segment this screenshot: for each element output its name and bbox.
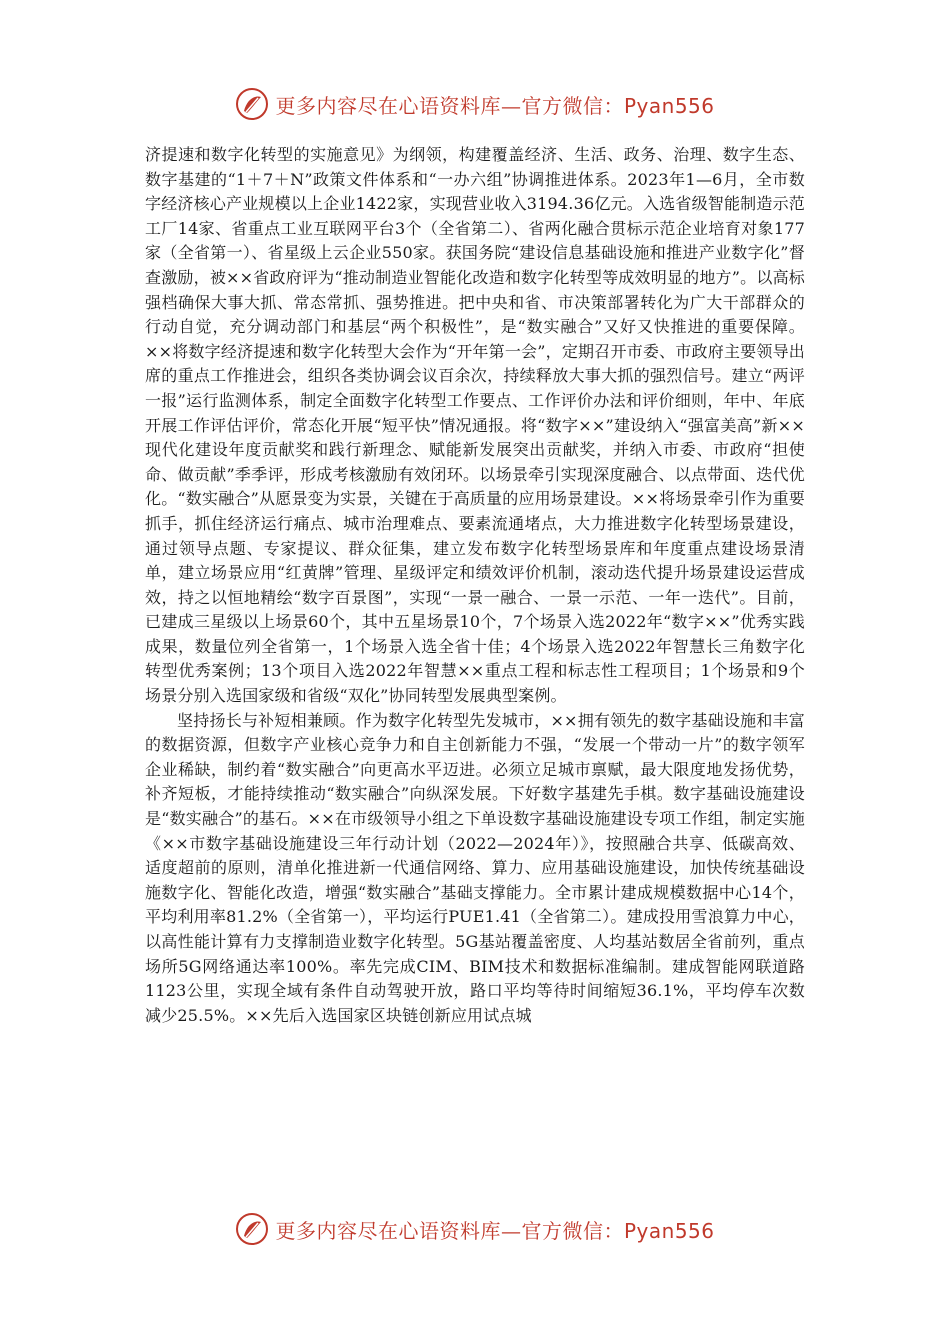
header-banner: [0, 84, 950, 124]
footer-wechat-id: Pyan556: [623, 1218, 715, 1243]
document-body: [145, 143, 805, 1028]
brand-logo-icon: [235, 87, 269, 121]
paragraph-1: 济提速和数字化转型的实施意见》为纲领，构建覆盖经济、生活、政务、治理、数字生态、数字基建的“1＋7＋N”政策文件体系和“一办六组”协调推进体系。2023年1—6月，全市数字经济核心产业规模以上企业1422家，实现营业收入3194.36亿元。入选省级智能制造示范工厂14家、省重点工业互联网平台3个（全省第二）、省两化融合贯标示范企业培育对象177家（全省第一）、省星级上云企业550家。获国务院“建设信息基础设施和推进产业数字化”督查激励，被××省政府评为“推动制造业智能化改造和数字化转型等成效明显的地方”。以高标强档确保大事大抓、常态常抓、强势推进。把中央和省、市决策部署转化为广大干部群众的行动自觉，充分调动部门和基层“两个积极性”，是“数实融合”又好又快推进的重要保障。××将数字经济提速和数字化转型大会作为“开年第一会”，定期召开市委、市政府主要领导出席的重点工作推进会，组织各类协调会议百余次，持续释放大事大抓的强烈信号。建立“两评一报”运行监测体系，制定全面数字化转型工作要点、工作评价办法和评价细则，年中、年底开展工作评估评价，常态化开展“短平快”情况通报。将“数字××”建设纳入“强富美高”新××现代化建设年度贡献奖和践行新理念、赋能新发展突出贡献奖，并纳入市委、市政府“担使命、做贡献”季季评，形成考核激励有效闭环。以场景牵引实现深度融合、以点带面、迭代优化。“数实融合”从愿景变为实景，关键在于高质量的应用场景建设。××将场景牵引作为重要抓手，抓住经济运行痛点、城市治理难点、要素流通堵点，大力推进数字化转型场景建设，通过领导点题、专家提议、群众征集，建立发布数字化转型场景库和年度重点建设场景清单，建立场景应用“红黄牌”管理、星级评定和绩效评价机制，滚动迭代提升场景建设运营成效，持之以恒地精绘“数字百景图”，实现“一景一融合、一景一示范、一年一迭代”。目前，已建成三星级以上场景60个，其中五星场景10个，7个场景入选2022年“数字××”优秀实践成果，数量位列全省第一，1个场景入选全省十佳；4个场景入选2022年智慧长三角数字化转型优秀案例；13个项目入选2022年智慧××重点工程和标志性工程项目；1个场景和9个场景分别入选国家级和省级“双化”协同转型发展典型案例。: [145, 145, 805, 706]
footer-banner-text: [275, 1215, 714, 1244]
brand-logo-icon: [235, 1212, 269, 1246]
footer-banner-label: 更多内容尽在心语资料库—官方微信：: [275, 1218, 624, 1243]
paragraph-2: 坚持扬长与补短相兼顾。作为数字化转型先发城市，××拥有领先的数字基础设施和丰富的数据资源，但数字产业核心竞争力和自主创新能力不强，“发展一个带动一片”的数字领军企业稀缺，制约着“数实融合”向更高水平迈进。必须立足城市禀赋，最大限度地发扬优势，补齐短板，才能持续推动“数实融合”向纵深发展。下好数字基建先手棋。数字基础设施建设是“数实融合”的基石。××在市级领导小组之下单设数字基础设施建设专项工作组，制定实施《××市数字基础设施建设三年行动计划（2022—2024年）》，按照融合共享、低碳高效、适度超前的原则，清单化推进新一代通信网络、算力、应用基础设施建设，加快传统基础设施数字化、智能化改造，增强“数实融合”基础支撑能力。全市累计建成规模数据中心14个，平均利用率81.2%（全省第一），平均运行PUE1.41（全省第二）。建成投用雪浪算力中心，以高性能计算有力支撑制造业数字化转型。5G基站覆盖密度、人均基站数居全省前列，重点场所5G网络通达率100%。率先完成CIM、BIM技术和数据标准编制。建成智能网联道路1123公里，实现全域有条件自动驾驶开放，路口平均等待时间缩短36.1%，平均停车次数减少25.5%。××先后入选国家区块链创新应用试点城: [145, 710, 805, 1025]
header-banner-text: [275, 90, 714, 119]
footer-banner: [0, 1209, 950, 1249]
header-wechat-id: Pyan556: [623, 93, 715, 118]
header-banner-label: 更多内容尽在心语资料库—官方微信：: [275, 93, 624, 118]
